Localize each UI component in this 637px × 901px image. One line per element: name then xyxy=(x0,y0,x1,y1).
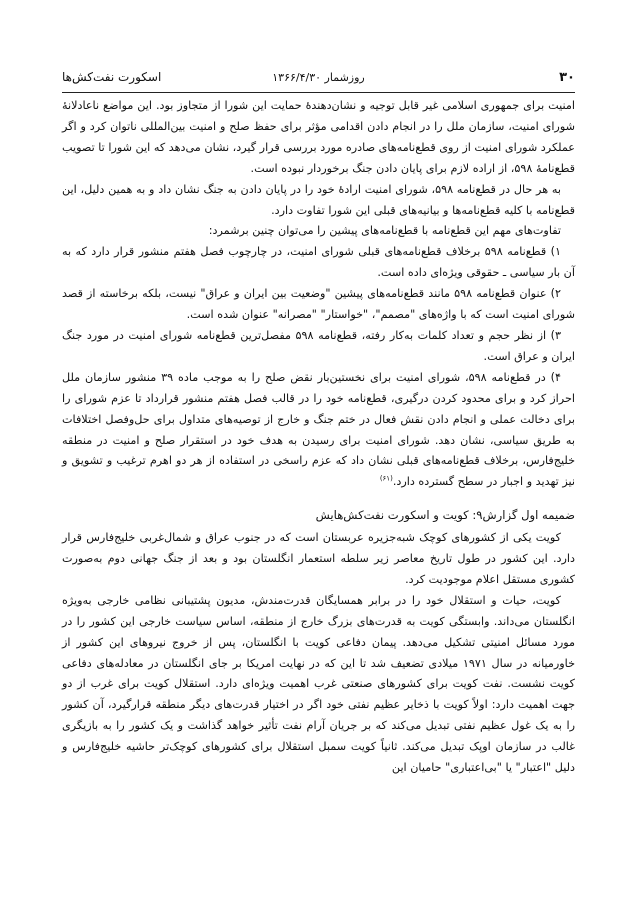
section-paragraph-2: کویت، حیات و استقلال خود را در برابر همسایگان قدرت‌مندش، مدیون پشتیبانی نظامی خارجی به‌ویژه انگلستان می‌داند. وابستگی کویت به قدرت‌های بزرگ خارج از منطقه، اساس سیاست خارجی این کشور را در مورد مسائل امنیتی تشکیل می‌دهد. پیمان دفاعی کویت با انگلستان، پس از خروج نیروهای این کشور از خاورمیانه در سال ۱۹۷۱ میلادی تضعیف شد تا این که در نهایت امریکا بر جای انگلستان در معادله‌های دفاعی کویت نشست. نفت کویت برای کشورهای صنعتی غرب اهمیت ویژه‌ای دارد. استقلال کویت برای غرب از دو جهت اهمیت دارد: اولاً کویت با ذخایر عظیم نفتی خود اگر در اختیار قدرت‌های دیگر منطقه قرارگیرد، آن کشور را به یک غول عظیم نفتی تبدیل می‌کند که بر جریان آرام نفت تأثیر خواهد گذاشت و یک کشور را به بازیگری غالب در سازمان اوپک تبدیل می‌کند. ثانیاً کویت سمبل استقلال برای کشورهای کوچک‌تر حاشیه خلیج‌فارس و دلیل "اعتبار" یا "بی‌اعتباری" حامیان این xyxy=(62,593,576,775)
list-item-1: ۱) قطع‌نامه ۵۹۸ برخلاف قطع‌نامه‌های قبلی شورای امنیت، در چارچوب فصل هفتم منشور قرار دارد که به آن بار سیاسی ـ حقوقی ویژه‌ای داده است. xyxy=(62,245,575,280)
page-number: ۳۰ xyxy=(559,70,575,85)
list-item-3: ۳) از نظر حجم و تعداد کلمات به‌کار رفته، قطع‌نامه ۵۹۸ مفصل‌ترین قطع‌نامه شورای امنیت در مورد جنگ ایران و عراق است. xyxy=(62,328,575,363)
header-rule xyxy=(62,92,575,93)
diary-label: روزشمار ۱۳۶۶/۴/۳۰ xyxy=(272,71,365,84)
section-heading: ضمیمه اول گزارش۹: کویت و اسکورت نفت‌کش‌هایش xyxy=(315,508,575,523)
list-item-2: ۲) عنوان قطع‌نامه ۵۹۸ مانند قطع‌نامه‌های پیشین "وضعیت بین ایران و عراق" نیست، بلکه برخاسته از قصد شورای امنیت است که با واژه‌های "مصمم"، "خواستار" "مصرانه" عنوان شده است. xyxy=(62,287,575,322)
paragraph-2: به هر حال در قطع‌نامه ۵۹۸، شورای امنیت ارادهٔ خود را در پایان دادن به جنگ نشان داد و به همین دلیل، این قطع‌نامه با کلیه قطع‌نامه‌ها و بیانیه‌های قبلی این شورا تفاوت دارد. xyxy=(62,182,575,217)
running-title: اسکورت نفت‌کش‌ها xyxy=(62,70,162,84)
section-paragraph-1: کویت یکی از کشورهای کوچک شبه‌جزیره عربستان است که در جنوب عراق و شمال‌غربی خلیج‌فارس قرار دارد. این کشور در طول تاریخ معاصر زیر سلطه استعمار انگلستان بود و بعد از جنگ جهانی دوم به‌صورت کشوری مستقل اعلام موجودیت کرد. xyxy=(62,531,575,586)
paragraph-1: امنیت برای جمهوری اسلامی غیر قابل توجیه و نشان‌دهندهٔ حمایت این شورا از متجاوز بود. این مواضع ناعادلانهٔ شورای امنیت، سازمان ملل را در انجام دادن اقدامی مؤثر برای حفظ صلح و امنیت بین‌المللی ناتوان کرد و اگر عملکرد شورای امنیت از روی قطع‌نامه‌های صادره مورد بررسی قرار گیرد، نشان می‌دهد که این شورا تا تصویب قطع‌نامهٔ ۵۹۸، از اراده لازم برای پایان دادن جنگ برخوردار نبوده است. xyxy=(62,99,575,175)
list-item-4 xyxy=(62,368,575,493)
list-item-4-text: ۴) در قطع‌نامه ۵۹۸، شورای امنیت برای نخستین‌بار نقض صلح را به موجب ماده ۳۹ منشور سازمان ملل احراز کرد و برای محدود کردن درگیری، قطع‌نامه خود را در قالب فصل هفتم منشور قرارداد تا عزم شورای را برای دخالت عملی و انجام دادن نقش فعال در ختم جنگ و خارج از توصیه‌های متداول برای حل‌وفصل اختلافات به طریق سیاسی، نشان دهد. شورای امنیت برای رسیدن به هدف خود در استقرار صلح و امنیت در منطقه خلیج‌فارس، برخلاف قطع‌نامه‌های قبلی نشان داد که عزم راسخی در استفاده از هر دو اهرم ترغیب و تشویق و نیز تهدید و اجبار در سطح گسترده دارد. xyxy=(62,370,575,489)
page-header xyxy=(62,68,575,92)
footnote-ref: (۶۱) xyxy=(379,474,393,483)
page-body xyxy=(62,96,575,779)
paragraph-3: تفاوت‌های مهم این قطع‌نامه با قطع‌نامه‌های پیشین را می‌توان چنین برشمرد: xyxy=(208,224,561,238)
